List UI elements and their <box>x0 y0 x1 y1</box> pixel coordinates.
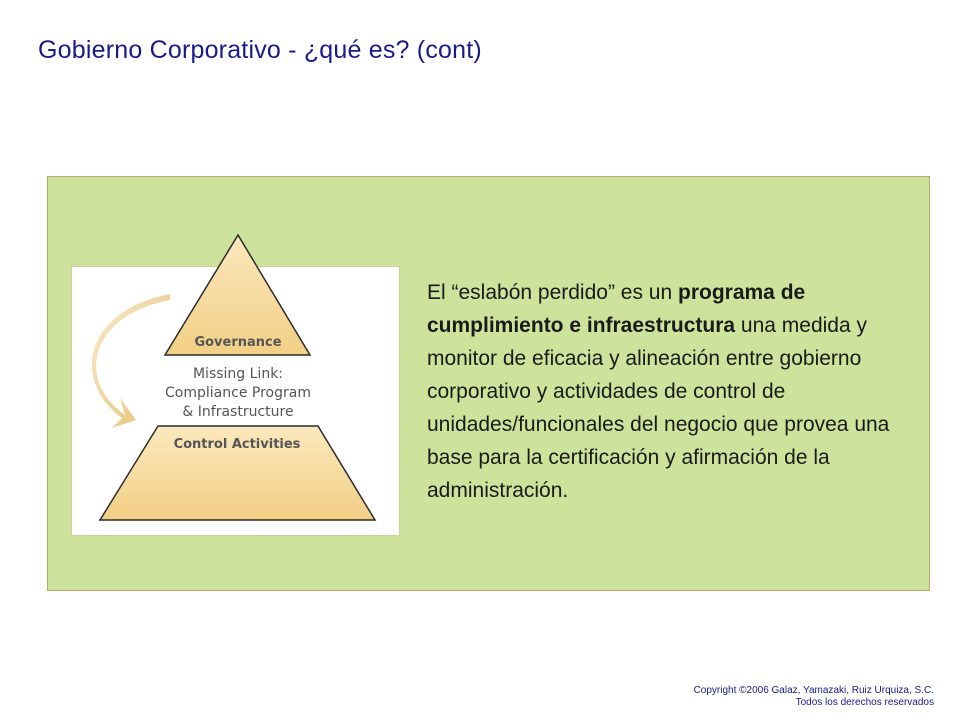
body-paragraph <box>427 276 897 507</box>
missing-link-line-2: Compliance Program <box>165 385 311 401</box>
copyright-notice <box>694 685 934 709</box>
missing-link-line-3: & Infrastructure <box>182 404 294 420</box>
copyright-line-1: Copyright ©2006 Galaz, Yamazaki, Ruiz Urquiza, S.C. <box>693 685 934 696</box>
copyright-line-2: Todos los derechos reservados <box>795 697 934 708</box>
pyramid-diagram <box>70 230 370 540</box>
slide-title: Gobierno Corporativo - ¿qué es? (cont) <box>38 36 482 64</box>
missing-link-line-1: Missing Link: <box>192 366 284 382</box>
body-text-rest: una medida y monitor de eficacia y alineación entre gobierno corporativo y actividades de control de unidades/funcionales del negocio que provea una base para la certificación y afirmación de la administración. <box>427 314 890 502</box>
body-text-emphasis: programa de cumplimiento e infraestructura <box>427 281 806 337</box>
control-activities-label: Control Activities <box>173 437 301 452</box>
body-text-intro: El “eslabón perdido” es un <box>427 281 678 304</box>
curved-arrow-icon <box>92 294 170 428</box>
governance-label: Governance <box>194 335 282 350</box>
